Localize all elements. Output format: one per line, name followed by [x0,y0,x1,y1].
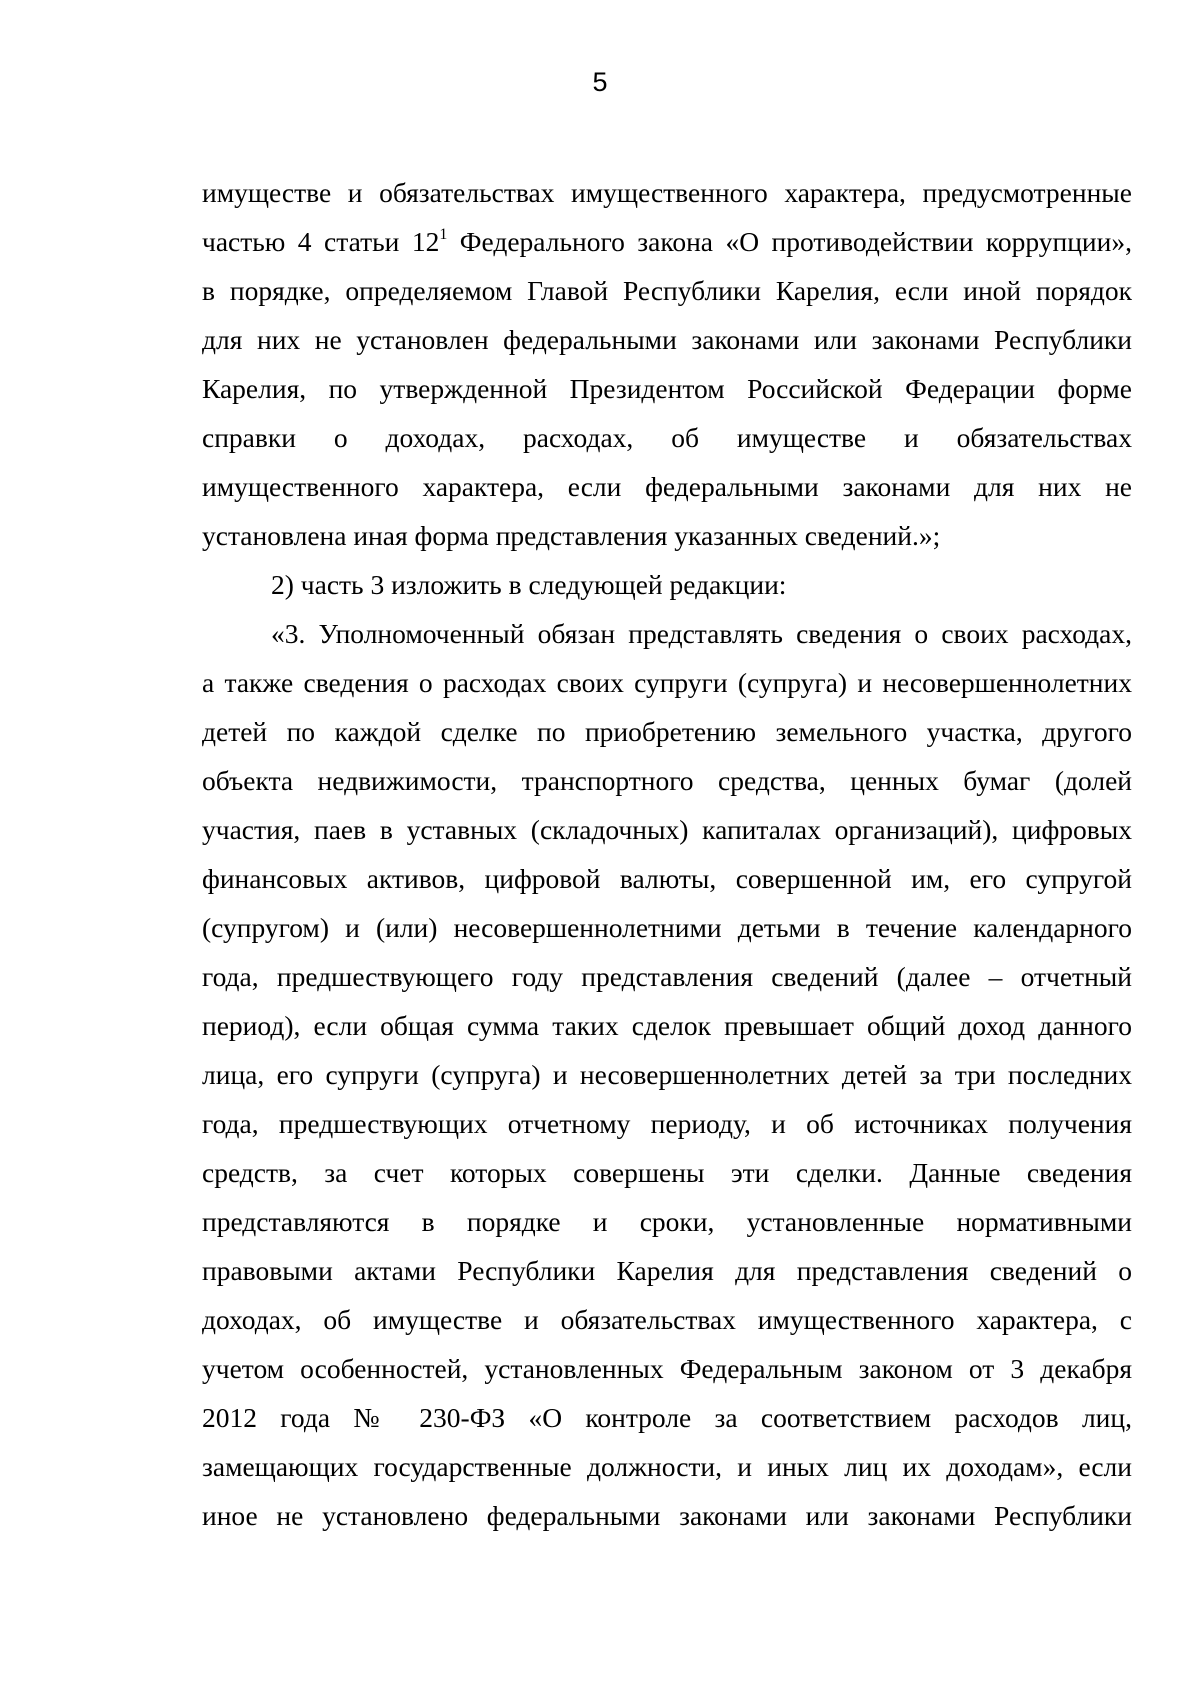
superscript: 1 [439,226,448,243]
paragraph-continuation [202,168,1132,560]
text-line: года, предшествующего году представления сведений (далее – отчетный [202,961,1132,992]
text-line: справки о доходах, расходах, об имуществе и обязательствах [202,422,1132,453]
text-line: учетом особенностей, установленных Федеральным законом от 3 декабря [202,1353,1132,1384]
text-line: имуществе и обязательствах имущественного характера, предусмотренные [202,177,1132,208]
text-line: 2) часть 3 изложить в следующей редакции: [271,569,787,600]
text-line: Карелия, по утвержденной Президентом Российской Федерации форме [202,373,1132,404]
text-line: финансовых активов, цифровой валюты, совершенной им, его супругой [202,863,1132,894]
text-line: для них не установлен федеральными законами или законами Республики [202,324,1132,355]
paragraph-part-3 [202,609,1132,1540]
text-line: лица, его супруги (супруга) и несовершеннолетних детей за три последних [202,1059,1132,1090]
text-line [202,217,1132,266]
text-line: 2012 года № 230-ФЗ «О контроле за соответствием расходов лиц, [202,1402,1132,1433]
paragraph-item-2 [202,560,1132,609]
text-fragment: Федерального закона «О противодействии коррупции», [447,226,1132,257]
page-number: 5 [592,67,608,97]
text-line: доходах, об имуществе и обязательствах имущественного характера, с [202,1304,1132,1335]
text-fragment: частью 4 статьи 12 [202,226,440,257]
text-line: установлена иная форма представления указанных сведений.»; [202,520,941,551]
text-line: объекта недвижимости, транспортного средства, ценных бумаг (долей [202,765,1132,796]
text-line: средств, за счет которых совершены эти сделки. Данные сведения [202,1157,1132,1188]
text-line: года, предшествующих отчетному периоду, и об источниках получения [202,1108,1132,1139]
text-line: имущественного характера, если федеральными законами для них не [202,471,1132,502]
text-line: правовыми актами Республики Карелия для представления сведений о [202,1255,1132,1286]
text-line: «3. Уполномоченный обязан представлять сведения о своих расходах, [271,618,1132,649]
text-line: в порядке, определяемом Главой Республики Карелия, если иной порядок [202,275,1132,306]
text-line: период), если общая сумма таких сделок превышает общий доход данного [202,1010,1132,1041]
text-line: детей по каждой сделке по приобретению земельного участка, другого [202,716,1132,747]
text-line: замещающих государственные должности, и иных лиц их доходам», если [202,1451,1132,1482]
text-line: (супругом) и (или) несовершеннолетними детьми в течение календарного [202,912,1132,943]
text-line: участия, паев в уставных (складочных) капиталах организаций), цифровых [202,814,1132,845]
document-body [202,168,1132,1540]
text-line: иное не установлено федеральными законами или законами Республики [202,1500,1132,1531]
text-line: а также сведения о расходах своих супруги (супруга) и несовершеннолетних [202,667,1132,698]
text-line: представляются в порядке и сроки, установленные нормативными [202,1206,1132,1237]
